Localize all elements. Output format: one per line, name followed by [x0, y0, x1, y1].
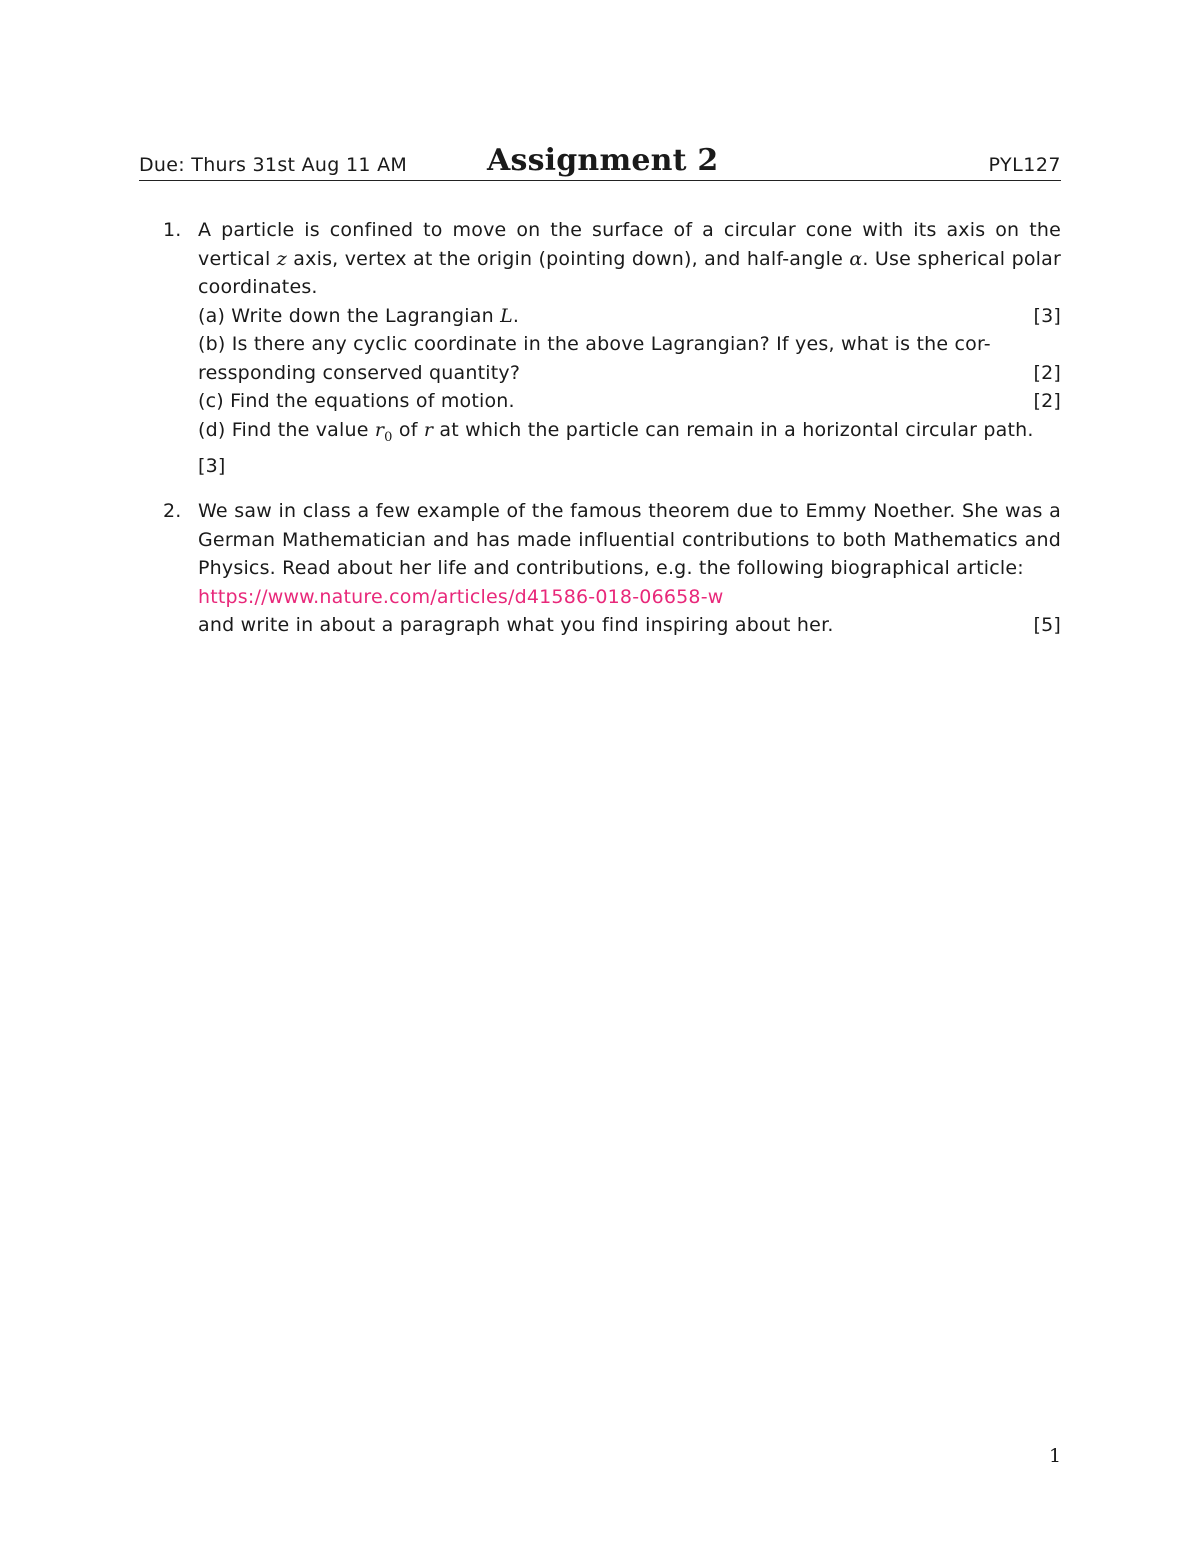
problem-number: 1.	[163, 219, 182, 241]
page-number: 1	[1049, 1445, 1062, 1467]
math-var-alpha: α	[849, 247, 863, 270]
math-var-L: L	[500, 304, 513, 327]
problem-2	[139, 497, 1061, 640]
math-var-r: r	[423, 418, 434, 441]
problem-1-intro: A particle is confined to move on the surface of a circular cone with its axis on the vertical z axis, vertex at the origin (pointing down), and half-angle α. Use spherical polar coordinates.	[198, 219, 1062, 298]
page-header	[139, 140, 1061, 181]
part-d-marks: [3]	[198, 454, 226, 477]
math-var-z: z	[276, 247, 287, 270]
problem-2-closing: and write in about a paragraph what you find inspiring about her. [5]	[198, 611, 1061, 640]
part-d: (d) Find the value $r_0$ of r at which the particle can remain in a horizontal circular path.	[198, 418, 1034, 445]
part-c: (c) Find the equations of motion. [2]	[198, 387, 1061, 416]
nature-article-link[interactable]: https://www.nature.com/articles/d41586-018-06658-w	[198, 585, 724, 608]
math-var-r0: $r_0$	[374, 418, 393, 445]
problem-number: 2.	[163, 500, 182, 523]
part-b-line-1: (b) Is there any cyclic coordinate in the above Lagrangian? If yes, what is the cor-	[198, 333, 991, 355]
part-d-marks-line	[198, 452, 1061, 481]
part-a: (a) Write down the Lagrangian L. [3]	[198, 302, 1061, 331]
problem-2-marks: [5]	[1033, 614, 1061, 637]
problem-list	[139, 216, 1061, 657]
due-date: Due: Thurs 31st Aug 11 AM	[139, 154, 408, 176]
part-b-line-2: ressponding conserved quantity? [2]	[198, 359, 1061, 388]
part-c-marks: [2]	[1033, 390, 1061, 412]
part-b-marks: [2]	[1033, 361, 1061, 384]
problem-1	[139, 216, 1061, 480]
part-a-marks: [3]	[1033, 304, 1061, 327]
page-title: Assignment 2	[487, 143, 719, 178]
course-code: PYL127	[988, 154, 1061, 176]
problem-2-text: We saw in class a few example of the famous theorem due to Emmy Noether. She was a German Mathematician and has made influential contributions to both Mathematics and Physics. Read about her life and contributions, e.g. the following biographical article:	[198, 500, 1061, 580]
